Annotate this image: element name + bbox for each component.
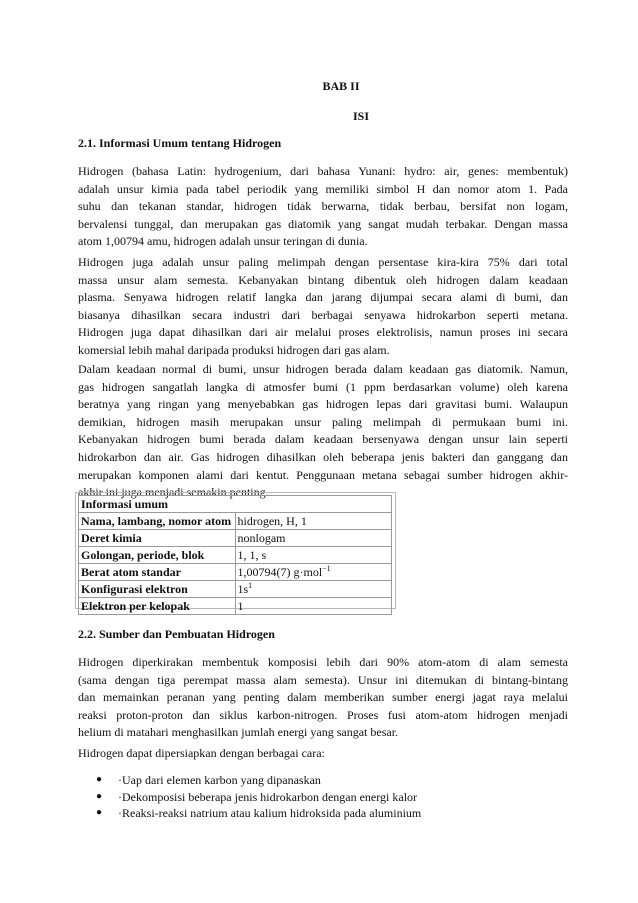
paragraph-line: beratnya yang ringan yang menyebabkan gas hidrogen lepas dari gravitasi bumi. Walaupun [78, 397, 568, 412]
table-row [79, 598, 392, 615]
electron-config-exponent: 1 [248, 580, 253, 590]
paragraph-4 [78, 654, 568, 742]
paragraph-line: gas hidrogen sangatlah langka di atmosfer bumi (1 ppm berdasarkan volume) oleh karena [78, 379, 568, 394]
table-key-cell: Konfigurasi elektron [79, 581, 236, 598]
paragraph-2 [78, 254, 568, 360]
table-value-cell: nonlogam [235, 530, 392, 547]
paragraph-line: akhir ini juga menjadi semakin penting. [78, 485, 269, 500]
table-row [79, 581, 392, 598]
paragraph-line: hidrokarbon dan air. Gas hidrogen dihasilkan oleh beberapa jenis bakteri dan ganggang dan [78, 449, 568, 464]
table-key-cell: Berat atom standar [79, 564, 236, 581]
paragraph-line: komersial lebih mahal daripada produksi hidrogen dari gas alam. [78, 342, 390, 357]
list-item [96, 789, 421, 806]
paragraph-line: massa unsur alam semesta. Kebanyakan bintang dibentuk oleh hidrogen dalam keadaan [78, 272, 568, 287]
table-row [79, 547, 392, 564]
paragraph-line: bervalensi tunggal, dan merupakan gas diatomik yang sangat mudah terbakar. Dengan massa [78, 216, 568, 231]
atomic-weight-exponent: −1 [322, 563, 331, 573]
table-value-cell [235, 581, 392, 598]
paragraph-5 [78, 745, 568, 763]
paragraph-line: Kebanyakan hidrogen bumi berada dalam keadaan bersenyawa dengan unsur lain seperti [78, 432, 568, 447]
paragraph-line: adalah unsur kimia pada tabel periodik yang memiliki simbol H dan nomor atom 1. Pada [78, 181, 568, 196]
section-title-informasi-umum: 2.1. Informasi Umum tentang Hidrogen [78, 136, 282, 150]
table-row [79, 513, 392, 530]
table-key-cell: Nama, lambang, nomor atom [79, 513, 236, 530]
table-key-cell: Golongan, periode, blok [79, 547, 236, 564]
table-value-cell: 1, 1, s [235, 547, 392, 564]
table-key-cell: Deret kimia [79, 530, 236, 547]
table-row [79, 530, 392, 547]
methods-list [96, 772, 421, 822]
list-item [96, 772, 421, 789]
list-item-text: ·Uap dari elemen karbon yang dipanaskan [118, 773, 321, 787]
bullet-dot-icon: ● [96, 807, 103, 818]
paragraph-line: Hidrogen juga dapat dihasilkan dari air melalui proses elektrolisis, namun proses ini secara [78, 325, 568, 340]
paragraph-line: helium di matahari menghasilkan jumlah energi yang sangat besar. [78, 725, 399, 740]
table-row [79, 496, 392, 513]
electron-config-value: 1s [237, 581, 249, 596]
list-item-text: ·Dekomposisi beberapa jenis hidrokarbon dengan energi kalor [118, 789, 418, 804]
paragraph-line: biasanya dihasilkan secara industri dari berbagai senyawa hidrokarbon seperti metana. [78, 307, 568, 322]
list-item-text: ·Reaksi-reaksi natrium atau kalium hidroksida pada aluminium [118, 806, 422, 820]
list-item [96, 805, 421, 822]
paragraph-line: atom 1,00794 amu, hidrogen adalah unsur teringan di dunia. [78, 234, 368, 249]
paragraph-line: demikian, hidrogen masih merupakan unsur paling melimpah di permukaan bumi ini. [78, 414, 568, 429]
paragraph-line: Hidrogen dapat dipersiapkan dengan berbagai cara: [78, 746, 325, 760]
paragraph-3 [78, 361, 568, 502]
paragraph-line: reaksi proton-proton dan siklus karbon-nitrogen. Proses fusi atom-atom hidrogen menjadi [78, 707, 568, 722]
section-title-sumber-pembuatan: 2.2. Sumber dan Pembuatan Hidrogen [78, 627, 275, 641]
atomic-weight-value: 1,00794(7) g·mol [237, 564, 323, 579]
paragraph-line: Hidrogen (bahasa Latin: hydrogenium, dari bahasa Yunani: hydro: air, genes: membentuk) [78, 164, 568, 178]
paragraph-line: (sama dengan tiga perempat massa alam semesta). Unsur ini ditemukan di bintang-bintang [78, 672, 568, 687]
paragraph-line: Hidrogen juga adalah unsur paling melimpah dengan persentase kira-kira 75% dari total [78, 255, 568, 269]
paragraph-line: plasma. Senyawa hidrogen relatif langka dan jarang dijumpai secara alami di bumi, dan [78, 290, 568, 305]
paragraph-line: merupakan komponen alami dari kentut. Penggunaan metana sebagai sumber hidrogen akhir- [78, 467, 568, 482]
table-value-cell [235, 564, 392, 581]
info-table-grid [78, 495, 392, 615]
chapter-subheading: ISI [352, 109, 369, 123]
paragraph-line: dan memainkan peranan yang penting dalam memberikan sumber energi jagat raya melalui [78, 690, 568, 705]
table-key-cell: Elektron per kelopak [79, 598, 236, 615]
paragraph-line: Hidrogen diperkirakan membentuk komposisi lebih dari 90% atom-atom di alam semesta [78, 655, 568, 669]
chapter-heading: BAB II [322, 79, 360, 93]
table-header-cell: Informasi umum [79, 496, 392, 513]
table-value-cell: 1 [235, 598, 392, 615]
paragraph-1 [78, 163, 568, 251]
paragraph-line: Dalam keadaan normal di bumi, unsur hidrogen berada dalam keadaan gas diatomik. Namun, [78, 362, 568, 376]
info-table [75, 492, 396, 613]
table-row [79, 564, 392, 581]
bullet-dot-icon: ● [96, 774, 103, 785]
table-value-cell: hidrogen, H, 1 [235, 513, 392, 530]
paragraph-line: suhu dan tekanan standar, hidrogen tidak berwarna, tidak berbau, bersifat non logam, [78, 199, 568, 214]
bullet-dot-icon: ● [96, 790, 103, 802]
